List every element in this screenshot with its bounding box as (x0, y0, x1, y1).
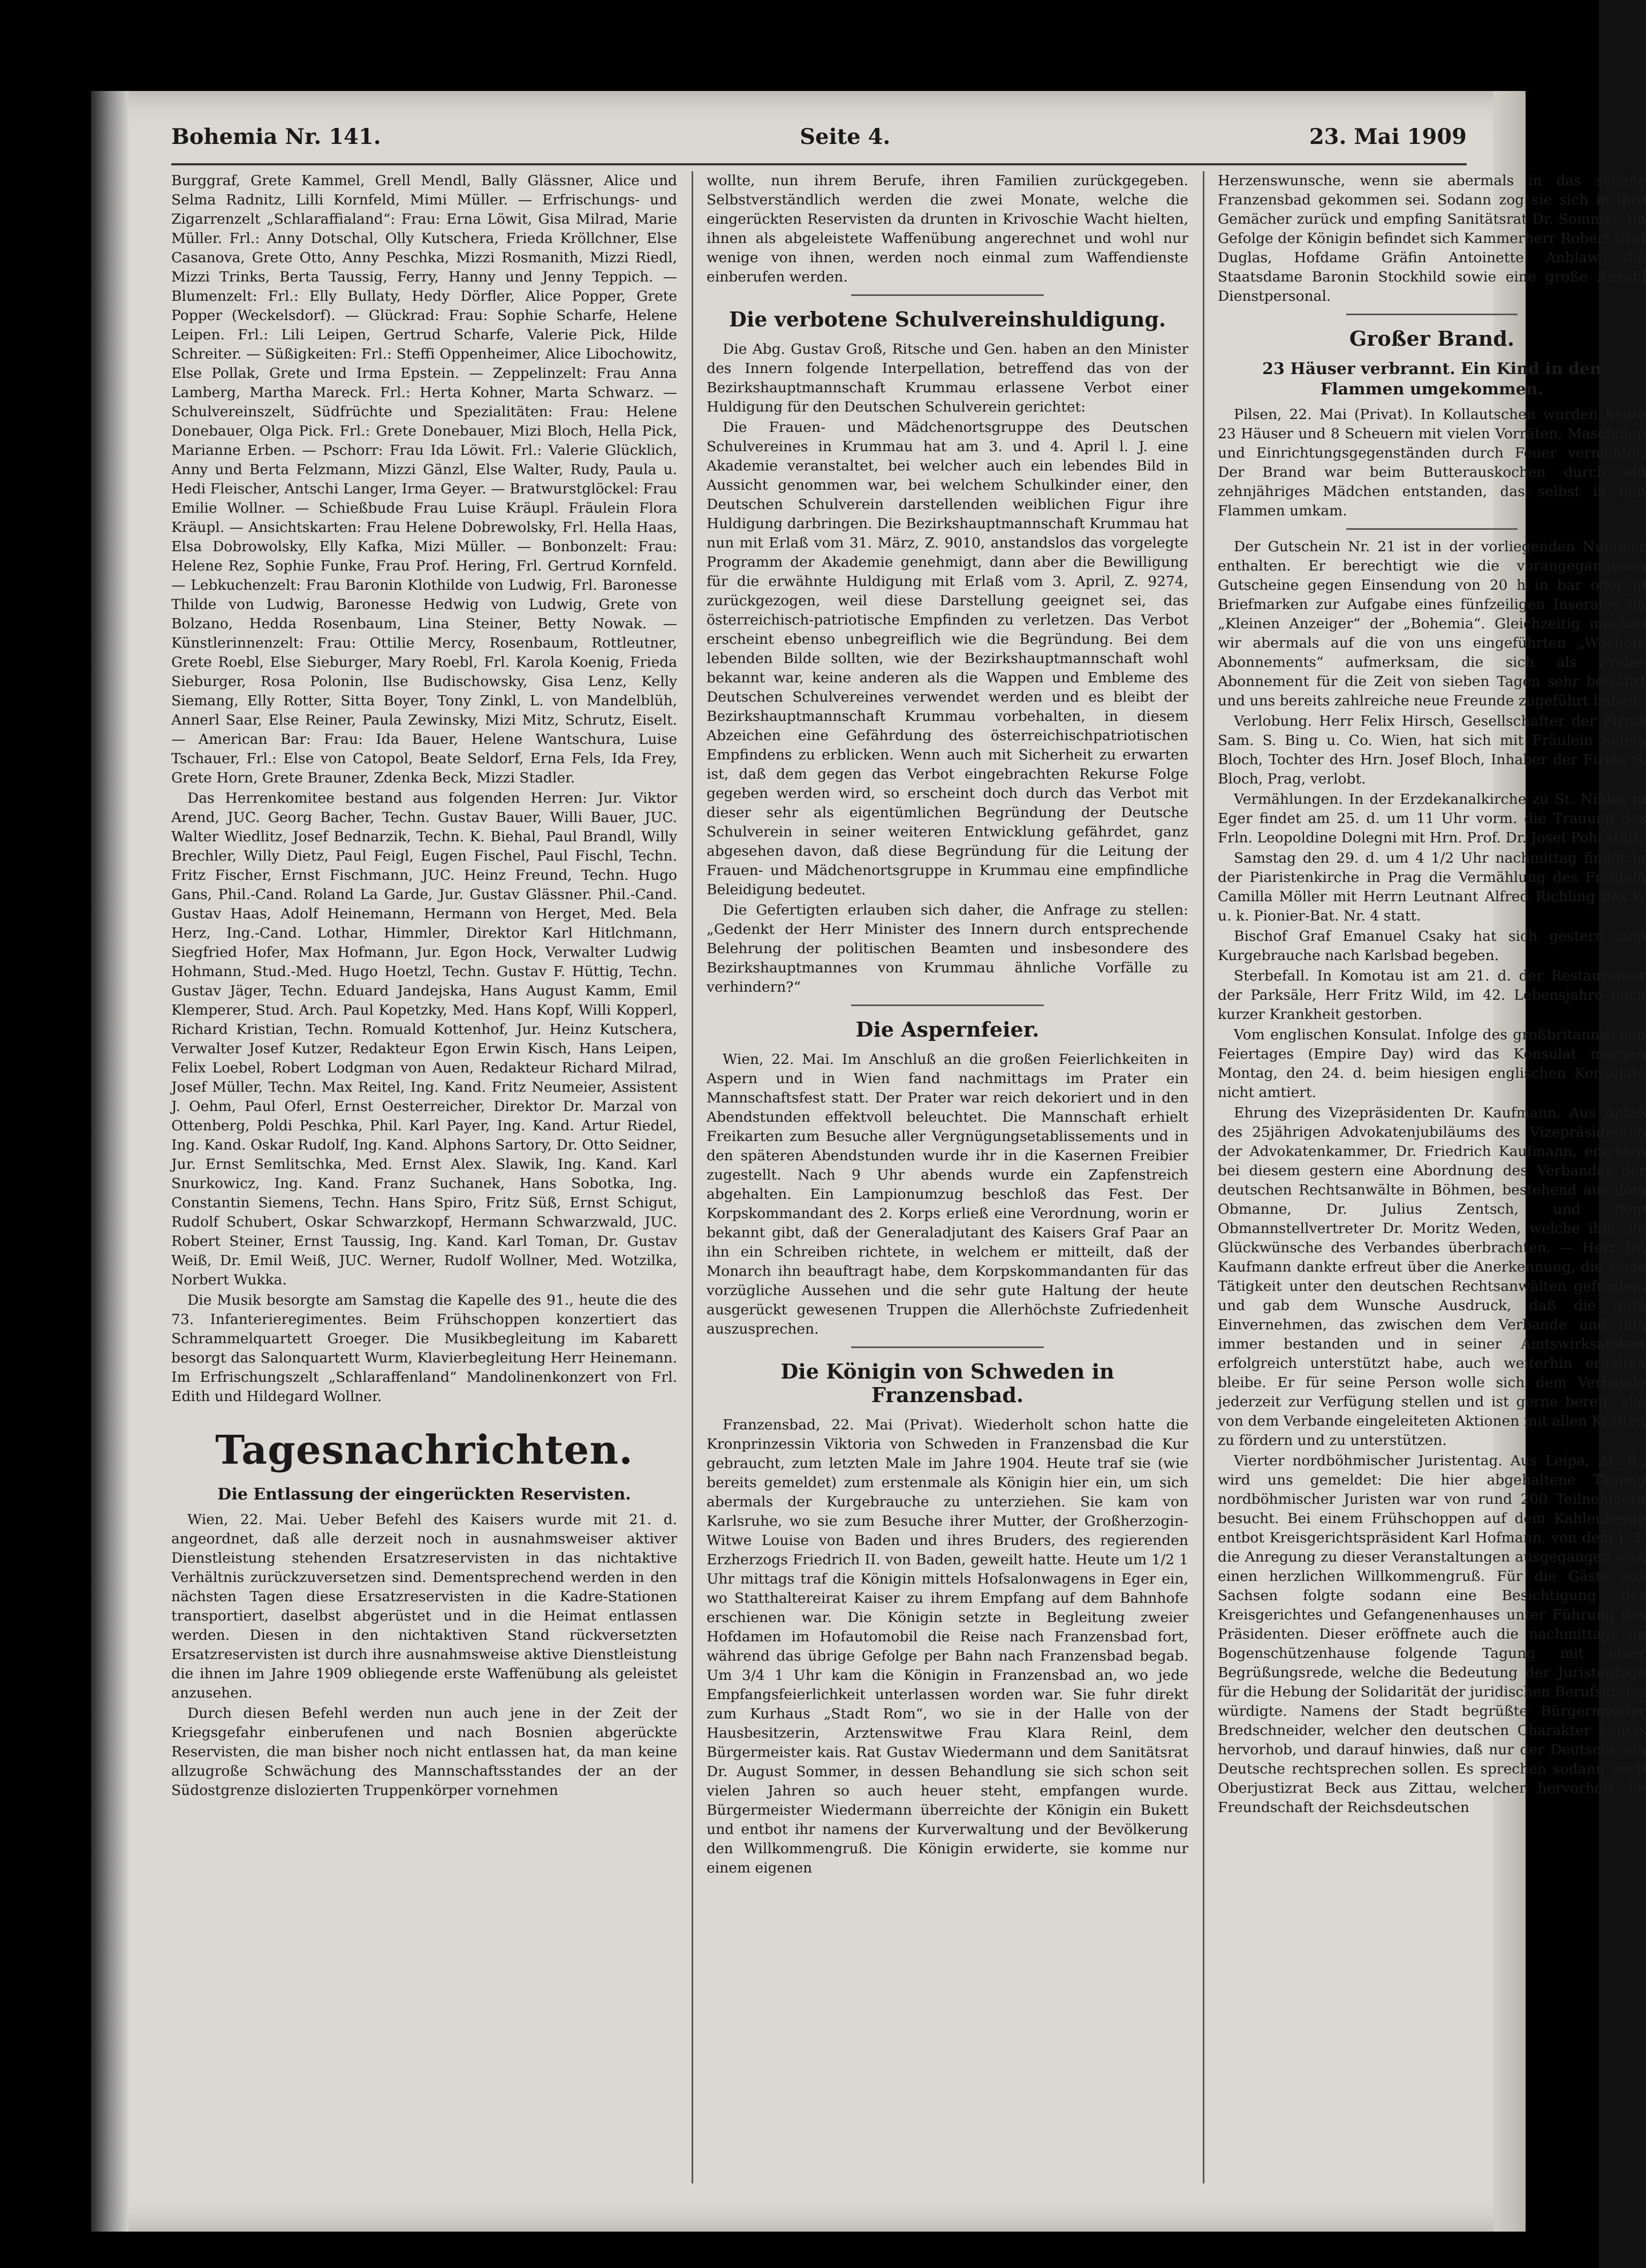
headline-aspernfeier: Die Aspernfeier. (855, 1017, 1040, 1041)
headline-koenigin: Die Königin von Schweden in Franzensbad. (780, 1359, 1114, 1407)
article-entlassung-cont: wollte, nun ihrem Berufe, ihren Familien zurückgegeben. Selbstverständlich werden die zwei Monate, welche die eingerückten Reservisten da drunten in Krivoschie Wacht hielten, ihnen als abgeleistete Waffenübung angerechnet und wohl nur wenige von ihnen, werden noch einmal zum Waffendienste einberufen werden. (707, 172, 1188, 285)
notice-verlobung: Verlobung. Herr Felix Hirsch, Gesellschafter der Firma Sam. S. Bing u. Co. Wien, hat sich mit Fräulein Selma Bloch, Tochter des Hrn. Josef Bloch, Inhaber der Firma S. Bloch, Prag, verlobt. (1218, 713, 1646, 787)
article-aspernfeier: Wien, 22. Mai. Im Anschluß an die großen Feierlichkeiten in Aspern und in Wien fand nachmittags im Prater ein Mannschaftsfest statt. Der Prater war reich dekoriert und in den Abendstunden effektvoll beleuchtet. Die Mannschaft erhielt Freikarten zum Besuche aller Vergnügungsetablissements und in den späteren Abendstunden wurde ihr in die Kasernen Freibier zugestellt. Nach 9 Uhr abends wurde ein Zapfenstreich abgehalten. Ein Lampionumzug beschloß das Fest. Der Korpskommandant des 2. Korps erließ eine Verordnung, worin er bekannt gibt, daß der Generaladjutant des Kaisers Graf Paar an ihn ein Schreiben richtete, in welchem er mitteilt, daß der Monarch ihn beauftragt habe, dem Korpskommandanten für das vorzügliche Aussehen und die sehr gute Haltung der heute ausgerückt gewesenen Truppen die Allerhöchste Zufriedenheit auszusprechen. (707, 1051, 1188, 1337)
subheadline-grosser-brand: 23 Häuser verbrannt. Ein Kind in den Flammen umgekommen. (1262, 360, 1602, 399)
headline-schulverein: Die verbotene Schulvereinshuldigung. (729, 307, 1166, 331)
article-koenigin: Franzensbad, 22. Mai (Privat). Wiederholt schon hatte die Kronprinzessin Viktoria von Schweden in Franzensbad die Kur gebraucht, zum letzten Male im Jahre 1904. Heute traf sie (wie bereits gemeldet) zum erstenmale als Königin hier ein, um sich abermals der Kurgebrauche zu unterziehen. Sie kam von Karlsruhe, wo sie zum Besuche ihrer Mutter, der Großherzogin-Witwe Louise von Baden und ihres Bruders, des regierenden Erzherzogs Friedrich II. von Baden, geweilt hatte. Heute um 1/2 1 Uhr mittags traf die Königin mittels Hofsalonwagens in Eger ein, wo Statthaltereirat Kaiser zu ihrem Empfang auf dem Bahnhofe erschienen war. Die Königin setzte in Begleitung zweier Hofdamen im Hofautomobil die Reise nach Franzensbad fort, während das übrige Gefolge per Bahn nach Franzensbad begab. Um 3/4 1 Uhr kam die Königin in Franzensbad an, wo jede Empfangsfeierlichkeit unterlassen worden war. Sie fuhr direkt zum Kurhaus „Stadt Rom“, wo sie in der Halle von der Hausbesitzerin, Arztenswitwe Frau Klara Reinl, dem Bürgermeister kais. Rat Gustav Wiedermann und dem Sanitätsrat Dr. August Sommer, in dessen Behandlung sie sich schon seit vielen Jahren so auch heuer steht, empfangen wurde. Bürgermeister Wiedermann überreichte der Königin ein Bukett und entbot ihr namens der Kurverwaltung und der Bevölkerung den Willkommengruß. Die Königin erwiderte, sie komme nur einem eigenen (707, 1417, 1188, 1876)
notice-vermaehlung-prag: Samstag den 29. d. um 4 1/2 Uhr nachmittag findet in der Piaristenkirche in Prag die Vermählung des Fräulein Camilla Möller mit Herrn Leutnant Alfred Richling des k. u. k. Pionier-Bat. Nr. 4 statt. (1218, 850, 1646, 924)
music-notice: Die Musik besorgte am Samstag die Kapelle des 91., heute die des 73. Infanterieregimentes. Beim Frühschoppen konzertiert das Schrammelquartett Groeger. Die Musikbegleitung im Kabarett besorgt das Salonquartett Wurm, Klavierbegleitung Herr Heinemann. Im Erfrischungszelt „Schlaraffenland“ Mandolinenkonzert von Frl. Edith und Hildegard Wollner. (171, 1292, 677, 1405)
article-entlassung-p2: Durch diesen Befehl werden nun auch jene in der Zeit der Kriegsgefahr einberufenen und nach Bosnien abgerückte Reservisten, die man bisher noch nicht entlassen hat, da man keine allzugroße Schwächung des Mannschaftsstandes der an der Südostgrenze dislozierten Truppenkörper vornehmen (171, 1705, 677, 1799)
page-gutter (91, 91, 128, 2232)
article-grosser-brand: Pilsen, 22. Mai (Privat). In Kollautschen wurden heute 23 Häuser und 8 Scheuern mit vielen Vorräten, Maschinen und Einrichtungsgegenständen durch Feuer vernichtet. Der Brand war beim Butterauskochen durch ein zehnjähriges Mädchen entstanden, das selbst in den Flammen umkam. (1218, 406, 1646, 519)
notice-gutschein: Der Gutschein Nr. 21 ist in der vorliegenden Nummer enthalten. Er berechtigt wie die vorangegangenen Gutscheine gegen Einsendung von 20 h in bar oder in Briefmarken zur Aufgabe eines fünfzeiligen Inserates im „Kleinen Anzeiger“ der „Bohemia“. Gleichzeitig machen wir abermals auf die von uns eingeführten „Wochen-Abonnements“ aufmerksam, die sich als Probe-Abonnement für die Zeit von sieben Tagen sehr bewährt und uns bereits zahlreiche neue Freunde zugeführt haben. (1218, 538, 1646, 709)
notice-ehrung-kaufmann: Ehrung des Vizepräsidenten Dr. Kaufmann. Aus Anlaß des 25jährigen Advokatenjubiläums des Vizepräsidenten der Advokatenkammer, Dr. Friedrich Kaufmann, erschien bei diesem gestern eine Abordnung des Verbandes der deutschen Rechtsanwälte in Böhmen, bestehend aus dem Obmanne, Dr. Julius Zentsch, und dem Obmannstellvertreter Dr. Moritz Weden, welche ihm die Glückwünsche des Verbandes überbrachten. — Herr Dr. Kaufmann dankte erfreut über die Anerkennung, die seine Tätigkeit unter den deutschen Rechtsanwälten gefunden, und gab dem Wunsche Ausdruck, daß die gute Einvernehmen, das zwischen dem Verbande und ihm immer bestanden und in seiner Amtswirksamkeit erfolgreich unterstützt habe, auch weiterhin erhalten bleibe. Er für seine Person wolle sich dem Verbande jederzeit zur Verfügung stellen und ist gerne bereit, alle von dem Verbande eingeleiteten Aktionen mit allen Kräften zu fördern und zu unterstützen. (1218, 1105, 1646, 1449)
herrenkomitee-list: Das Herrenkomitee bestand aus folgenden Herren: Jur. Viktor Arend, JUC. Georg Bacher, Techn. Gustav Bauer, Willi Bauer, JUC. Walter Wiedlitz, Josef Bednarzik, Techn. K. Biehal, Paul Brandl, Willy Brechler, Willy Dietz, Paul Feigl, Eugen Fischel, Paul Fischl, Techn. Fritz Fischer, Ernst Fischmann, JUC. Heinz Freund, Techn. Hugo Gans, Phil.-Cand. Roland La Garde, Jur. Gustav Glässner. Phil.-Cand. Gustav Haas, Adolf Heinemann, Hermann von Herget, Med. Bela Herz, Ing.-Cand. Lothar, Himmler, Direktor Karl Hitlchmann, Siegfried Hofer, Max Hofmann, Jur. Egon Hock, Verwalter Ludwig Hohmann, Stud.-Med. Hugo Hoetzl, Techn. Gustav F. Hüttig, Techn. Gustav Jäger, Techn. Eduard Jandejska, Hans August Kamm, Emil Klemperer, Stud. Arch. Paul Kopetzky, Med. Hans Kopf, Willi Kopperl, Richard Kristian, Techn. Romuald Kottenhof, Jur. Heinz Kutschera, Verwalter Josef Kutzer, Redakteur Egon Erwin Kisch, Hans Leipen, Felix Loebel, Robert Lodgman von Auen, Redakteur Richard Milrad, Josef Müller, Techn. Max Reitel, Ing. Kand. Fritz Neumeier, Assistent J. Oehm, Paul Oferl, Ernst Oesterreicher, Direktor Dr. Marzal von Ottenberg, Poldi Peschka, Phil. Karl Payer, Ing. Kand. Artur Riedel, Ing. Kand. Oskar Rudolf, Ing. Kand. Alphons Sartory, Dr. Otto Seidner, Jur. Ernst Semlitschka, Med. Ernst Alex. Slawik, Ing. Kand. Karl Snurkowicz, Ing. Kand. Franz Suchanek, Hans Sobotka, Ing. Constantin Siemens, Techn. Hans Spiro, Fritz Süß, Ernst Schigut, Rudolf Schubert, Oskar Schwarzkopf, Hermann Schwarzwald, JUC. Robert Steiner, Ernst Taussig, Ing. Kand. Karl Toman, Dr. Gustav Weiß, Dr. Emil Weiß, JUC. Werner, Rudolf Wollner, Med. Wotzilka, Norbert Wukka. (171, 790, 677, 1288)
notice-konsulat: Vom englischen Konsulat. Infolge des großbritannischen Feiertages (Empire Day) wird das Konsulat morgen Montag, den 24. d. beim hiesigen englischen Konsulate nicht amtiert. (1218, 1026, 1646, 1101)
notice-juristentag: Vierter nordböhmischer Juristentag. Aus Leipa, 21. d., wird uns gemeldet: Die hier abgehaltene Tagung nordböhmischer Juristen war von rund 200 Teilnehmern besucht. Bei einem Frühschoppen auf dem Kahleuberge entbot Kreisgerichtspräsident Karl Hofmann, von dem J. 3. die Anregung zu dieser Veranstaltungen ausgegangen war, einen herzlichen Willkommengruß. Für die Gäste aus Sachsen folgte sodann eine Besichtigung des Kreisgerichtes und Gefangenenhauses unter Führung des Präsidenten. Dieser eröffnete auch die nachmittags im Bogenschützenhause folgende Tagung mit einer Begrüßungsrede, welche die Bedeutung der Juristentage für die Hebung der Solidarität der juridischen Berufskreise würdigte. Namens der Stadt begrüßte Bürgermeister Bredschneider, welcher den deutschen Charakter Leipas hervorhob, und darauf hinwies, daß nur der Deutsche ein Deutsche rechtsprechen sollen. Es sprechen sodann noch Oberjustizrat Beck aus Zittau, welcher hervorhob die Freundschaft der Reichsdeutschen (1218, 1452, 1646, 1816)
article-schulverein-p1: Die Abg. Gustav Groß, Ritsche und Gen. haben an den Minister des Innern folgende Interpellation, betreffend das von der Bezirkshauptmannschaft Krummau erlassene Verbot einer Huldigung für den Deutschen Schulverein gerichtet: (707, 341, 1188, 415)
section-title-tagesnachrichten: Tagesnachrichten. (215, 1427, 633, 1473)
column-3 (1218, 171, 1646, 1818)
masthead-page-number: Seite 4. (800, 124, 891, 149)
masthead (171, 115, 1467, 158)
article-entlassung-p1: Wien, 22. Mai. Ueber Befehl des Kaisers wurde mit 21. d. angeordnet, daß alle derzeit noch in ausnahmsweiser aktiver Dienstleistung stehenden Ersatzreservisten in das nichtaktive Verhältnis zurückzuversetzen sind. Dementsprechend werden in den nächsten Tagen diese Ersatzreservisten in die Kadre-Stationen transportiert, daselbst abgerüstet und in die Heimat entlassen werden. Diesen in den nichtaktiven Stand rückversetzten Ersatzreservisten ist durch ihre ausnahmsweise aktive Dienstleistung die ihnen im Jahre 1909 obliegende erste Waffenübung als geleistet anzusehen. (171, 1511, 677, 1701)
column-1 (171, 171, 677, 1801)
separator (851, 294, 1044, 296)
column-2 (707, 171, 1188, 1879)
separator (851, 1346, 1044, 1348)
article-schulverein-p3: Die Gefertigten erlauben sich daher, die Anfrage zu stellen: „Gedenkt der Herr Minister des Innern durch entsprechende Belehrung der politischen Beamten und insbesondere des Bezirkshauptmannes von Krummau ähnliche Vorfälle zu verhindern?“ (707, 902, 1188, 995)
notice-sterbefall: Sterbefall. In Komotau ist am 21. d. der Restaurateur der Parksäle, Herr Fritz Wild, im 42. Lebensjahre nach kurzer Krankheit gestorben. (1218, 968, 1646, 1023)
header-rule (171, 163, 1467, 165)
headline-entlassung: Die Entlassung der eingerückten Reservisten. (217, 1485, 631, 1504)
notice-vermaehlungen: Vermählungen. In der Erzdekanalkirche zu St. Niklas in Eger findet am 25. d. um 11 Uhr vorm. die Trauung des Frln. Leopoldine Dolegni mit Hrn. Prof. Dr. Josef Pohl statt. (1218, 791, 1646, 846)
bazaar-ladies-list: Burggraf, Grete Kammel, Grell Mendl, Bally Glässner, Alice und Selma Radnitz, Lilli Kornfeld, Mimi Müller. — Erfrischungs- und Zigarrenzelt „Schlaraffialand“: Frau: Erna Löwit, Gisa Milrad, Marie Müller. Frl.: Anny Dotschal, Olly Kutschera, Frieda Kröllchner, Else Casanova, Grete Otto, Anny Peschka, Mizzi Rosmanith, Mizzi Riedl, Mizzi Trinks, Berta Taussig, Ferry, Hanny und Jenny Teppich. — Blumenzelt: Frl.: Elly Bullaty, Hedy Dörfler, Alice Popper, Grete Popper (Weckelsdorf). — Glückrad: Frau: Sophie Scharfe, Helene Leipen. Frl.: Lili Leipen, Gertrud Scharfe, Valerie Pick, Hilde Schreiter. — Süßigkeiten: Frl.: Steffi Oppenheimer, Alice Libochowitz, Else Pollak, Grete und Irma Epstein. — Zeppelinzelt: Frau Anna Lamberg, Martha Mareck. Frl.: Herta Kohner, Marta Schwarz. — Schulvereinszelt, Südfrüchte und Spezialitäten: Frau: Helene Donebauer, Olga Pick. Frl.: Grete Donebauer, Mizi Bloch, Hella Pick, Marianne Erben. — Pschorr: Frau Ida Löwit. Frl.: Valerie Glücklich, Anny und Berta Felzmann, Mizzi Gänzl, Else Walter, Rudy, Paula u. Hedi Fleischer, Antschi Langer, Irma Geyer. — Bratwurstglöckel: Frau Emilie Wollner. — Schießbude Frau Luise Kräupl. Fräulein Flora Kräupl. — Ansichtskarten: Frau Helene Dobrewolsky, Frl. Hella Haas, Elsa Dobrowolsky, Elly Kafka, Mizi Müller. — Bonbonzelt: Frau: Helene Rez, Sophie Funke, Frau Prof. Hering, Frl. Gertrud Kornfeld. — Lebkuchenzelt: Frau Baronin Klothilde von Ludwig, Frl. Baronesse Thilde von Ludwig, Baronesse Hedwig von Ludwig, Grete von Bolzano, Hedda Rosenbaum, Lina Steiner, Betty Nowak. — Künstlerinnenzelt: Frau: Ottilie Mercy, Rosenbaum, Rottleutner, Grete Roebl, Else Sieburger, Mary Roebl, Frl. Karola Koenig, Frieda Sieburger, Rosa Polonin, Ilse Budischowsky, Gisa Lenz, Kelly Siemang, Elly Rotter, Sitta Boyer, Tony Zinkl, L. von Mandelblüh, Annerl Saar, Else Reiner, Paula Zewinsky, Mizi Mitz, Schrutz, Eiselt. — American Bar: Frau: Ida Bauer, Helene Wantschura, Luise Tschauer, Frl.: Else von Catopol, Beate Seldorf, Erna Fels, Ida Frey, Grete Horn, Grete Brauner, Zdenka Beck, Mizzi Stadler. (171, 172, 677, 786)
separator (1346, 528, 1518, 530)
newspaper-page (91, 91, 1646, 2232)
notice-bischof: Bischof Graf Emanuel Csaky hat sich gestern zum Kurgebrauche nach Karlsbad begeben. (1218, 928, 1646, 964)
headline-grosser-brand: Großer Brand. (1349, 326, 1515, 351)
column-rule-2 (1203, 171, 1204, 2183)
masthead-date: 23. Mai 1909 (1309, 124, 1467, 149)
column-rule-1 (692, 171, 693, 2183)
separator (851, 1004, 1044, 1006)
article-schulverein-p2: Die Frauen- und Mädchenortsgruppe des Deutschen Schulvereines in Krummau hat am 3. und 4. April l. J. eine Akademie veranstaltet, bei welcher auch ein lebendes Bild in Aussicht genommen war, bei welchem Schulkinder einer, den Deutschen Schulverein darstellenden weiblichen Figur ihre Huldigung darbringen. Die Bezirkshauptmannschaft Krummau hat nun mit Erlaß vom 31. März, Z. 9010, anstandslos das vorgelegte Programm der Akademie genehmigt, dann aber die Bewilligung für die erwähnte Huldigung mit Erlaß vom 3. April, Z. 9274, zurückgezogen, weil diese Darstellung geeignet sei, das österreichisch-patriotische Empfinden zu verletzen. Das Verbot erscheint ebenso unbegreiflich wie die Begründung. Bei dem lebenden Bilde sollten, wie der Bezirkshauptmannschaft wohl bekannt war, keine anderen als die Wappen und Embleme des Deutschen Schulvereines verwendet werden und es bleibt der Bezirkshauptmannschaft Krummau vorbehalten, in diesem Abzeichen eine Gefährdung des österreichischpatriotischen Empfindens zu erblicken. Wenn auch mit Sicherheit zu erwarten ist, daß dem gegen das Verbot eingebrachten Rekurse Folge gegeben werden wird, so erscheint doch durch das Verbot mit dieser sehr als eigentümlichen Begründung der Deutsche Schulverein in seiner weiteren Entwicklung gefährdet, ganz abgesehen davon, daß diese Begründung für die Leitung der Frauen- und Mädchenortsgruppe in Krummau eine empfindliche Beleidigung bedeutet. (707, 419, 1188, 898)
article-koenigin-cont: Herzenswunsche, wenn sie abermals in das schöne Franzensbad gekommen sei. Sodann zog sie sich in ihre Gemächer zurück und empfing Sanitätsrat Dr. Sommer. Im Gefolge der Königin befindet sich Kammerherr Robert Graf Duglas, Hofdame Gräfin Antoinette Anblaw, die Staatsdame Baronin Stockhild sowie eine große Anzahl Dienstpersonal. (1218, 172, 1646, 305)
separator (1346, 314, 1518, 315)
masthead-paper-number: Bohemia Nr. 141. (171, 124, 381, 149)
